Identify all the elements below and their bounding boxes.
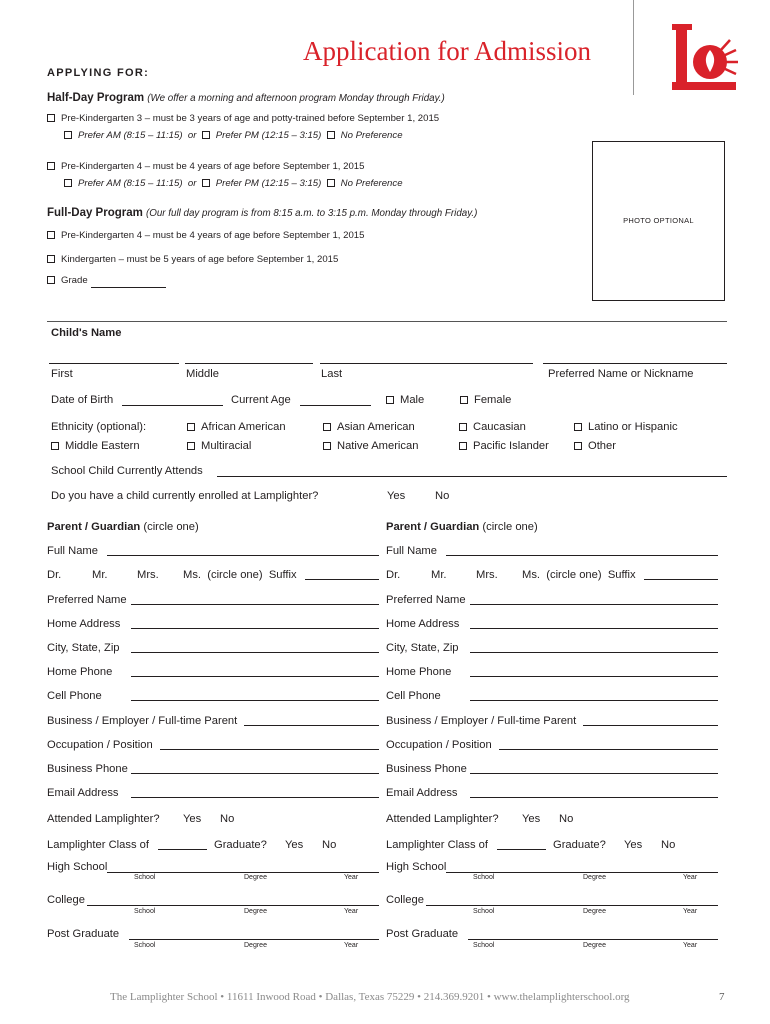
eth-checkbox[interactable] <box>574 423 582 431</box>
college-label: College <box>47 894 85 906</box>
title-mr: Mr. <box>92 569 108 581</box>
female-option[interactable]: Female <box>460 395 511 406</box>
page-title: Application for Admission <box>303 36 591 66</box>
pk4-full-option[interactable]: Pre-Kindergarten 4 – must be 4 years of age before September 1, 2015 <box>47 231 364 241</box>
occupation-field[interactable] <box>499 749 718 750</box>
home-phone-label: Home Phone <box>386 666 452 678</box>
high-school-label: High School <box>47 861 108 873</box>
parent-heading: Parent / Guardian (circle one) <box>386 521 538 533</box>
eth-option[interactable]: Other <box>574 441 616 452</box>
business-phone-field[interactable] <box>131 773 379 774</box>
eth-option[interactable]: Caucasian <box>459 422 526 433</box>
eth-checkbox[interactable] <box>459 423 467 431</box>
parent-heading: Parent / Guardian (circle one) <box>47 521 199 533</box>
cell-phone-field[interactable] <box>131 700 379 701</box>
kindergarten-checkbox[interactable] <box>47 255 55 263</box>
home-address-field[interactable] <box>131 628 379 629</box>
sub-degree-label: Degree <box>583 874 606 881</box>
cell-phone-field[interactable] <box>470 700 718 701</box>
graduate-no: No <box>322 839 337 851</box>
pk3-checkbox[interactable] <box>47 114 55 122</box>
high-school-field[interactable] <box>107 872 379 873</box>
eth-checkbox[interactable] <box>574 442 582 450</box>
high-school-label: High School <box>386 861 447 873</box>
occupation-label: Occupation / Position <box>47 739 153 751</box>
sub-school-label: School <box>134 908 156 915</box>
sub-degree-label: Degree <box>583 908 606 915</box>
full-name-label: Full Name <box>386 545 437 557</box>
eth-checkbox[interactable] <box>459 442 467 450</box>
last-label: Last <box>321 368 343 380</box>
attended-label: Attended Lamplighter? <box>47 813 160 825</box>
email-label: Email Address <box>386 787 458 799</box>
business-label: Business / Employer / Full-time Parent <box>47 715 238 727</box>
eth-option[interactable]: Asian American <box>323 422 415 433</box>
sub-school-label: School <box>473 874 495 881</box>
eth-option[interactable]: African American <box>187 422 286 433</box>
middle-label: Middle <box>186 368 219 380</box>
title-ms: Ms. (circle one) Suffix <box>522 569 636 581</box>
email-field[interactable] <box>131 797 379 798</box>
nickname-label: Preferred Name or Nickname <box>548 368 694 380</box>
title-mr: Mr. <box>431 569 447 581</box>
business-field[interactable] <box>244 725 379 726</box>
class-of-label: Lamplighter Class of <box>47 839 149 851</box>
sub-year-label: Year <box>683 942 698 949</box>
city-label: City, State, Zip <box>47 642 120 654</box>
kindergarten-option[interactable]: Kindergarten – must be 5 years of age before September 1, 2015 <box>47 255 338 265</box>
header-divider <box>633 0 634 95</box>
cell-phone-label: Cell Phone <box>386 690 441 702</box>
grade-checkbox[interactable] <box>47 276 55 284</box>
grade-option[interactable]: Grade <box>47 276 88 286</box>
graduate-yes: Yes <box>624 839 643 851</box>
graduate-label: Graduate? <box>553 839 606 851</box>
no-pref-checkbox[interactable] <box>327 179 335 187</box>
attended-no: No <box>220 813 235 825</box>
preferred-name-label: Preferred Name <box>386 594 466 606</box>
first-name-field[interactable] <box>49 363 179 364</box>
business-phone-label: Business Phone <box>386 763 467 775</box>
footer-address: The Lamplighter School • 11611 Inwood Road • Dallas, Texas 75229 • 214.369.9201 • www.thelamplighterschool.org <box>110 991 630 1003</box>
sub-school-label: School <box>473 908 495 915</box>
home-address-label: Home Address <box>47 618 121 630</box>
city-field[interactable] <box>131 652 379 653</box>
eth-checkbox[interactable] <box>187 442 195 450</box>
business-field[interactable] <box>583 725 718 726</box>
college-label: College <box>386 894 424 906</box>
eth-option[interactable]: Middle Eastern <box>51 441 140 452</box>
title-mrs: Mrs. <box>476 569 498 581</box>
attended-yes: Yes <box>183 813 202 825</box>
age-field[interactable] <box>300 405 371 406</box>
graduate-no: No <box>661 839 676 851</box>
full-name-field[interactable] <box>107 555 379 556</box>
female-checkbox[interactable] <box>460 396 468 404</box>
home-address-label: Home Address <box>386 618 460 630</box>
post-grad-label: Post Graduate <box>47 928 120 940</box>
eth-option[interactable]: Multiracial <box>187 441 251 452</box>
class-of-field[interactable] <box>497 849 546 850</box>
eth-checkbox[interactable] <box>187 423 195 431</box>
age-label: Current Age <box>231 394 291 406</box>
graduate-yes: Yes <box>285 839 304 851</box>
enrolled-question: Do you have a child currently enrolled at Lamplighter? <box>51 490 319 502</box>
title-dr: Dr. <box>386 569 401 581</box>
preferred-name-field[interactable] <box>470 604 718 605</box>
title-ms: Ms. (circle one) Suffix <box>183 569 297 581</box>
attended-no: No <box>559 813 574 825</box>
preferred-name-label: Preferred Name <box>47 594 127 606</box>
occupation-field[interactable] <box>160 749 379 750</box>
sub-year-label: Year <box>344 874 359 881</box>
college-field[interactable] <box>426 905 718 906</box>
prefer-am-checkbox[interactable] <box>64 179 72 187</box>
full-name-label: Full Name <box>47 545 98 557</box>
home-address-field[interactable] <box>470 628 718 629</box>
business-phone-field[interactable] <box>470 773 718 774</box>
eth-option[interactable]: Latino or Hispanic <box>574 422 678 433</box>
attended-yes: Yes <box>522 813 541 825</box>
sub-year-label: Year <box>683 874 698 881</box>
pk3-time-prefs: Prefer AM (8:15 – 11:15) or Prefer PM (12:15 – 3:15) No Preference <box>64 131 403 141</box>
eth-checkbox[interactable] <box>323 442 331 450</box>
sub-school-label: School <box>134 874 156 881</box>
male-option[interactable]: Male <box>386 395 424 406</box>
city-label: City, State, Zip <box>386 642 459 654</box>
enrolled-no[interactable]: No <box>435 490 450 502</box>
sub-degree-label: Degree <box>244 908 267 915</box>
full-name-field[interactable] <box>446 555 718 556</box>
pk3-option[interactable]: Pre-Kindergarten 3 – must be 3 years of age and potty-trained before September 1, 2015 <box>47 114 439 124</box>
title-dr: Dr. <box>47 569 62 581</box>
post-grad-label: Post Graduate <box>386 928 459 940</box>
attended-label: Attended Lamplighter? <box>386 813 499 825</box>
sub-school-label: School <box>473 942 495 949</box>
first-label: First <box>51 368 73 380</box>
section-divider <box>47 321 727 322</box>
sub-school-label: School <box>134 942 156 949</box>
current-school-label: School Child Currently Attends <box>51 465 203 477</box>
applying-for-label: APPLYING FOR: <box>47 67 150 79</box>
middle-name-field[interactable] <box>185 363 313 364</box>
full-day-heading: Full-Day Program (Our full day program is from 8:15 a.m. to 3:15 p.m. Monday through Friday.) <box>47 207 478 219</box>
sub-year-label: Year <box>344 908 359 915</box>
grade-field[interactable] <box>91 287 166 288</box>
child-name-heading: Child's Name <box>51 327 122 339</box>
eth-checkbox[interactable] <box>323 423 331 431</box>
sub-year-label: Year <box>344 942 359 949</box>
ethnicity-label: Ethnicity (optional): <box>51 421 147 433</box>
high-school-field[interactable] <box>446 872 718 873</box>
college-field[interactable] <box>87 905 379 906</box>
suffix-field[interactable] <box>305 579 379 580</box>
home-phone-field[interactable] <box>470 676 718 677</box>
page-number: 7 <box>719 991 725 1003</box>
male-checkbox[interactable] <box>386 396 394 404</box>
prefer-pm-checkbox[interactable] <box>202 131 210 139</box>
nickname-field[interactable] <box>543 363 727 364</box>
enrolled-yes[interactable]: Yes <box>387 490 406 502</box>
pk4-half-option[interactable]: Pre-Kindergarten 4 – must be 4 years of age before September 1, 2015 <box>47 162 364 172</box>
sub-degree-label: Degree <box>583 942 606 949</box>
prefer-am-checkbox[interactable] <box>64 131 72 139</box>
dob-field[interactable] <box>122 405 223 406</box>
preferred-name-field[interactable] <box>131 604 379 605</box>
last-name-field[interactable] <box>320 363 533 364</box>
suffix-field[interactable] <box>644 579 718 580</box>
business-phone-label: Business Phone <box>47 763 128 775</box>
current-school-field[interactable] <box>217 476 727 477</box>
pk4-full-checkbox[interactable] <box>47 231 55 239</box>
sub-year-label: Year <box>683 908 698 915</box>
business-label: Business / Employer / Full-time Parent <box>386 715 577 727</box>
email-label: Email Address <box>47 787 119 799</box>
dob-label: Date of Birth <box>51 394 114 406</box>
title-mrs: Mrs. <box>137 569 159 581</box>
prefer-pm-checkbox[interactable] <box>202 179 210 187</box>
cell-phone-label: Cell Phone <box>47 690 102 702</box>
home-phone-field[interactable] <box>131 676 379 677</box>
sub-degree-label: Degree <box>244 874 267 881</box>
email-field[interactable] <box>470 797 718 798</box>
home-phone-label: Home Phone <box>47 666 113 678</box>
graduate-label: Graduate? <box>214 839 267 851</box>
class-of-field[interactable] <box>158 849 207 850</box>
photo-box: PHOTO OPTIONAL <box>592 141 725 301</box>
no-pref-checkbox[interactable] <box>327 131 335 139</box>
pk4-half-checkbox[interactable] <box>47 162 55 170</box>
lamplighter-logo <box>668 22 740 94</box>
class-of-label: Lamplighter Class of <box>386 839 488 851</box>
half-day-heading: Half-Day Program (We offer a morning and afternoon program Monday through Friday.) <box>47 92 445 104</box>
occupation-label: Occupation / Position <box>386 739 492 751</box>
pk4-time-prefs: Prefer AM (8:15 – 11:15) or Prefer PM (12:15 – 3:15) No Preference <box>64 179 403 189</box>
eth-option[interactable]: Native American <box>323 441 418 452</box>
eth-checkbox[interactable] <box>51 442 59 450</box>
city-field[interactable] <box>470 652 718 653</box>
eth-option[interactable]: Pacific Islander <box>459 441 549 452</box>
sub-degree-label: Degree <box>244 942 267 949</box>
post-grad-field[interactable] <box>129 939 379 940</box>
post-grad-field[interactable] <box>468 939 718 940</box>
